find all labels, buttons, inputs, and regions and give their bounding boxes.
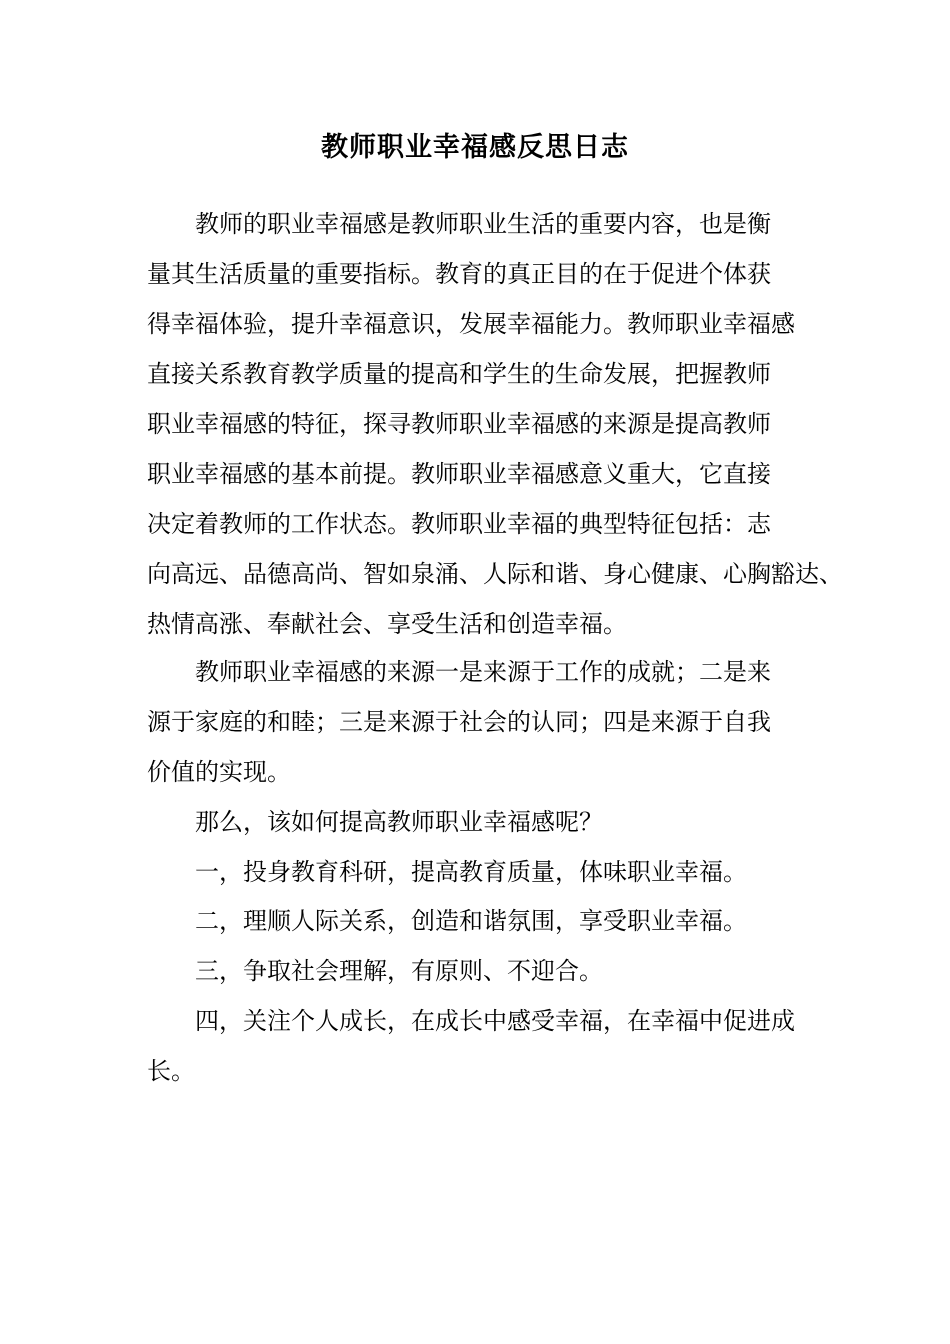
paragraph-line: 向高远、品德高尚、智如泉涌、人际和谐、身心健康、心胸豁达、 (147, 560, 843, 588)
paragraph-importance (147, 199, 843, 649)
paragraph-question (147, 797, 603, 847)
paragraph-line: 热情高涨、奉献社会、享受生活和创造幸福。 (147, 610, 627, 638)
paragraph-point-one (147, 847, 747, 897)
document-title: 教师职业幸福感反思日志 (321, 132, 629, 163)
paragraph-line: 职业幸福感的基本前提。教师职业幸福感意义重大，它直接 (147, 460, 771, 488)
paragraph-line: 职业幸福感的特征，探寻教师职业幸福感的来源是提高教师 (147, 410, 771, 438)
paragraph-line: 量其生活质量的重要指标。教育的真正目的在于促进个体获 (147, 260, 771, 288)
paragraph-point-three (147, 946, 603, 996)
paragraph-line: 得幸福体验，提升幸福意识，发展幸福能力。教师职业幸福感 (147, 310, 795, 338)
paragraph-line: 那么，该如何提高教师职业幸福感呢？ (195, 808, 603, 836)
paragraph-line: 一，投身教育科研，提高教育质量，体味职业幸福。 (195, 858, 747, 886)
paragraph-line: 源于家庭的和睦；三是来源于社会的认同；四是来源于自我 (147, 708, 771, 736)
paragraph-line: 价值的实现。 (147, 758, 291, 786)
paragraph-line: 四，关注个人成长，在成长中感受幸福，在幸福中促进成 (195, 1007, 795, 1035)
paragraph-point-four (147, 996, 795, 1096)
paragraph-line: 二，理顺人际关系，创造和谐氛围，享受职业幸福。 (195, 907, 747, 935)
paragraph-line: 三，争取社会理解，有原则、不迎合。 (195, 957, 603, 985)
paragraph-point-two (147, 896, 747, 946)
paragraph-line: 教师的职业幸福感是教师职业生活的重要内容，也是衡 (195, 210, 771, 238)
paragraph-line: 决定着教师的工作状态。教师职业幸福的典型特征包括：志 (147, 510, 771, 538)
paragraph-line: 直接关系教育教学质量的提高和学生的生命发展，把握教师 (147, 360, 771, 388)
paragraph-sources (147, 647, 771, 797)
paragraph-line: 教师职业幸福感的来源一是来源于工作的成就；二是来 (195, 658, 771, 686)
paragraph-line: 长。 (147, 1057, 195, 1085)
